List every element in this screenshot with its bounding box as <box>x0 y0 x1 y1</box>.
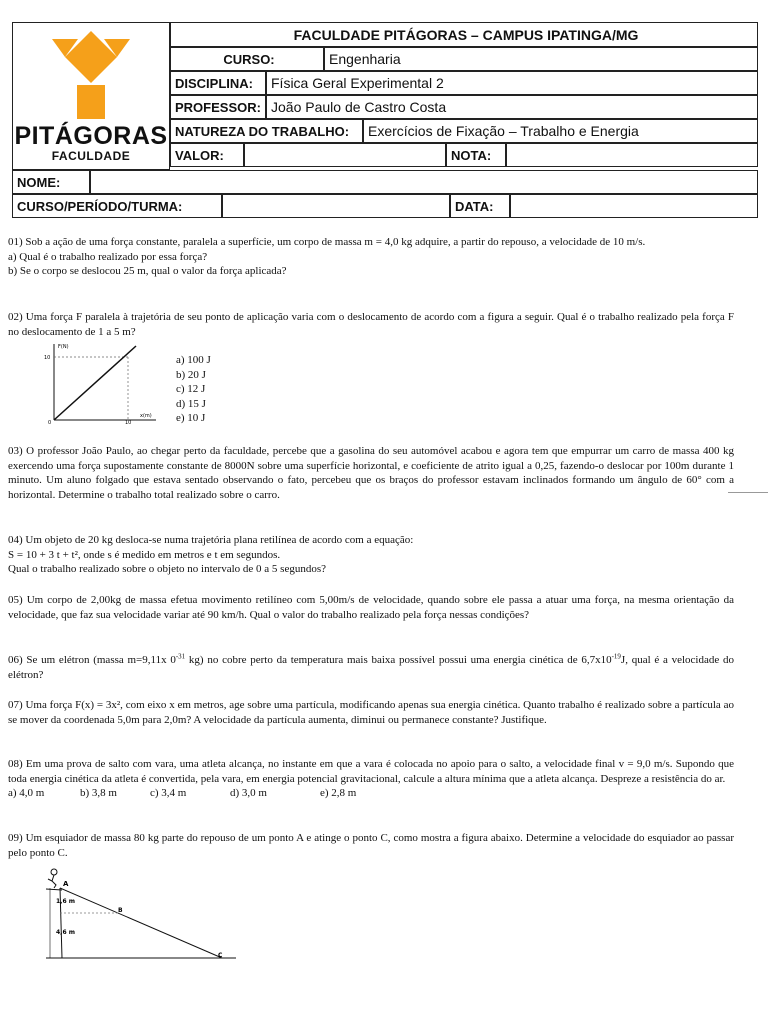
header-table <box>12 22 758 218</box>
q07-text: 07) Uma força F(x) = 3x², com eixo x em metros, age sobre uma partícula, modificando apenas sua energia cinética. Quanto trabalho é realizado sobre a partícula ao se mover da coordenada 5,0m para 2,0m? A velocidade da partícula aumenta, diminui ou permanece constante? Justifique. <box>8 699 734 726</box>
question-02 <box>8 310 734 339</box>
q04-line1: 04) Um objeto de 20 kg desloca-se numa trajetória plana retilínea de acordo com a equação: <box>8 534 414 546</box>
q01-item-b: b) Se o corpo se deslocou 25 m, qual o valor da força aplicada? <box>8 265 287 278</box>
q01-text: 01) Sob a ação de uma força constante, paralela a superfície, um corpo de massa m = 4,0 kg adquire, a partir do repouso, a velocidade de 10 m/s. <box>8 236 646 248</box>
q04-line3: Qual o trabalho realizado sobre o objeto no intervalo de 0 a 5 segundos? <box>8 563 326 576</box>
q02-option-e: e) 10 J <box>176 412 206 424</box>
natureza-value: Exercícios de Fixação – Trabalho e Energia <box>363 119 758 143</box>
q02-options <box>176 353 256 426</box>
question-03 <box>8 444 734 502</box>
curso-value: Engenharia <box>324 47 758 71</box>
valor-field[interactable] <box>244 143 446 167</box>
professor-label: PROFESSOR: <box>170 95 266 119</box>
natureza-label: NATUREZA DO TRABALHO: <box>170 119 363 143</box>
skier-icon <box>46 869 62 890</box>
margin-line <box>728 492 768 493</box>
q06-text: 06) Se um elétron (massa m=9,11x $0^{-31}$ kg) no cobre perto da temperatura mais baixa possível possui uma energia cinética de $6,7x10^{-19}J$, qual é a velocidade do elétron? <box>8 652 734 681</box>
q02-text: 02) Uma força F paralela à trajetória de seu ponto de aplicação varia com o deslocamento de acordo com a figura a seguir. Qual é o trabalho realizado pela força F no deslocamento de 1 a 5 m? <box>8 311 734 338</box>
q03-text: 03) O professor João Paulo, ao chegar perto da faculdade, percebe que a gasolina do seu automóvel acabou e agora tem que empurrar um carro de massa 400 kg exercendo uma força supostamente constante de 8000N sobre uma superfície horizontal, e coeficiente de atrito igual a 0,25, fazendo-o deslocar por 100m durante 1 minuto. Um aluno folgado que estava sentado observando o fato, percebeu que os braços do professor estavam inclinados formando um ângulo de 60° com a horizontal. Determine o trabalho total realizado sobre o carro. <box>8 445 734 501</box>
logo-subtitle: FACULDADE <box>51 149 131 163</box>
height-2-label: 4,6 m <box>56 929 75 936</box>
logo-cell <box>12 22 170 170</box>
disciplina-label: DISCIPLINA: <box>170 71 266 95</box>
institution-title: FACULDADE PITÁGORAS – CAMPUS IPATINGA/MG <box>170 22 758 47</box>
valor-label: VALOR: <box>170 143 244 167</box>
point-c-label: C <box>218 952 223 959</box>
pitagoras-logo-icon <box>36 29 146 121</box>
graph-xtick: 10 <box>125 420 132 424</box>
q08-option-b: b) 3,8 m <box>80 787 117 800</box>
point-a-label: A <box>63 880 69 888</box>
question-05 <box>8 593 734 622</box>
logo-name: PITÁGORAS <box>14 122 168 150</box>
graph-xlabel: x(m) <box>140 413 152 419</box>
question-01 <box>8 235 734 279</box>
q01-item-a: a) Qual é o trabalho realizado por essa força? <box>8 250 208 263</box>
turma-field[interactable] <box>222 194 450 218</box>
q04-line2: S = 10 + 3 t + t², onde s é medido em metros e t em segundos. <box>8 548 281 561</box>
question-08 <box>8 757 734 801</box>
curso-label: CURSO: <box>170 47 324 71</box>
nome-field[interactable] <box>90 170 758 194</box>
force-displacement-graph <box>36 340 160 424</box>
professor-value: João Paulo de Castro Costa <box>266 95 758 119</box>
q09-text: 09) Um esquiador de massa 80 kg parte do repouso de um ponto A e atinge o ponto C, como mostra a figura abaixo. Determine a velocidade do esquiador ao passar pelo ponto C. <box>8 832 734 859</box>
q08-options <box>8 786 734 801</box>
nota-field[interactable] <box>506 143 758 167</box>
question-09 <box>8 831 734 860</box>
q02-option-a: a) 100 J <box>176 354 211 366</box>
q08-text: 08) Em uma prova de salto com vara, uma atleta alcança, no instante em que a vara é colocada no apoio para o salto, a velocidade final v = 9,0 m/s. Supondo que toda energia cinética da atleta é convertida, pela vara, em energia potencial gravitacional, calcule a altura mínima que a atleta alcança. Despreze a resistência do ar. <box>8 758 734 785</box>
nota-label: NOTA: <box>446 143 506 167</box>
q05-text: 05) Um corpo de 2,00kg de massa efetua movimento retilíneo com 5,00m/s de velocidade, quando sobre ele passa a atuar uma força, na mesma orientação da velocidade, que faz sua velocidade variar até 90 km/h. Qual o valor do trabalho realizado pela força nessas condições? <box>8 594 734 621</box>
question-07 <box>8 698 734 727</box>
height-1-label: 1,6 m <box>56 898 75 905</box>
q02-option-b: b) 20 J <box>176 368 206 381</box>
q08-option-e: e) 2,8 m <box>320 787 357 800</box>
disciplina-value: Física Geral Experimental 2 <box>266 71 758 95</box>
point-b-label: B <box>118 907 123 914</box>
ski-slope-figure <box>40 866 240 962</box>
question-06 <box>8 653 734 682</box>
graph-origin: 0 <box>48 420 52 424</box>
q02-option-c: c) 12 J <box>176 383 206 395</box>
data-label: DATA: <box>450 194 510 218</box>
q08-option-a: a) 4,0 m <box>8 787 45 800</box>
nome-label: NOME: <box>12 170 90 194</box>
data-field[interactable] <box>510 194 758 218</box>
turma-label: CURSO/PERÍODO/TURMA: <box>12 194 222 218</box>
q02-option-d: d) 15 J <box>176 397 206 410</box>
question-04 <box>8 533 734 577</box>
graph-ytick: 10 <box>44 355 51 361</box>
q08-option-c: c) 3,4 m <box>150 787 187 800</box>
q08-option-d: d) 3,0 m <box>230 787 267 800</box>
graph-ylabel: F(N) <box>58 344 69 350</box>
